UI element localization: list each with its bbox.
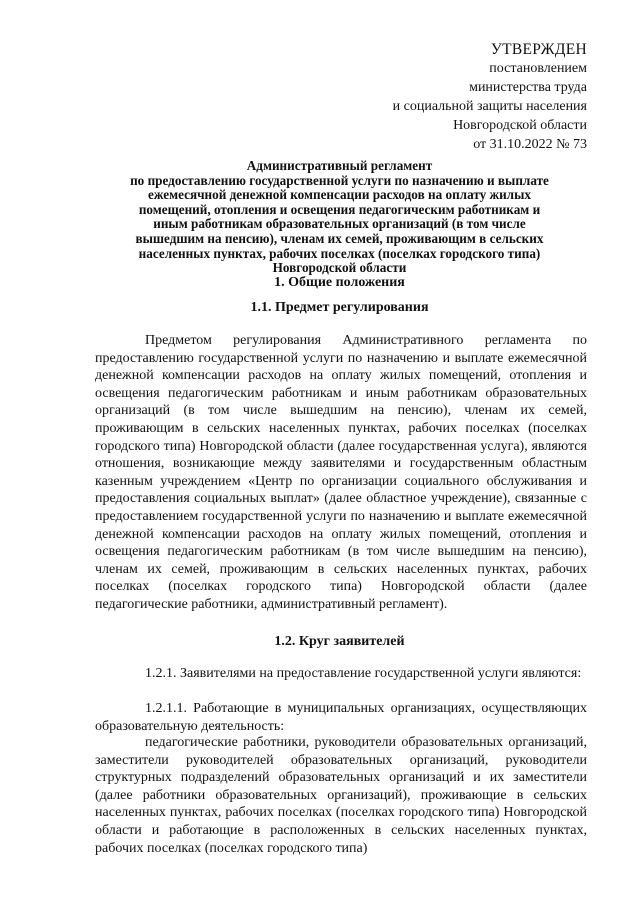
paragraph-pedagogical <box>95 734 587 857</box>
section-heading-applicants: 1.2. Круг заявителей <box>274 634 405 649</box>
title-line: населенных пунктах, рабочих поселках (поселках городского типа) <box>138 245 541 261</box>
paragraph-subject-text: Предметом регулирования Административного регламента по предоставлению государственной услуги по назначению и выплате ежемесячной денежной компенсации расходов на оплату жилых помещений, отопления и освещения педагогическим работникам и иным работникам образовательных организаций (в том числе вышедшим на пенсию), членам их семей, проживающим в сельских населенных пунктах, рабочих поселках (поселках городского типа) Новгородской области (далее государственная услуга), являются отношения, возникающие между заявителями и государственным областным казенным учреждением «Центр по организации социального обслуживания и предоставления социальных выплат» (далее областное учреждение), связанные с предоставлением государственной услуги по назначению и выплате ежемесячной денежной компенсации расходов на оплату жилых помещений, отопления и освещения педагогическим работникам (в том числе вышедшим на пенсию), членам их семей, проживающим в сельских населенных пунктах, рабочих поселках (поселках городского типа) Новгородской области (далее педагогические работники, административный регламент). <box>95 333 587 612</box>
title-line: ежемесячной денежной компенсации расходов на оплату жилых <box>148 187 531 203</box>
title-line: вышедшим на пенсию), членам их семей, проживающим в сельских <box>135 230 544 246</box>
paragraph-pedagogical-text: педагогические работники, руководители образовательных организаций, заместители руководителей образовательных организаций, руководители структурных подразделений образовательных организаций и их заместители (далее работники образовательных организаций), проживающие в сельских населенных пунктах, рабочих поселках (поселках городского типа) Новгородской области и работающие в расположенных в сельских населенных пунктах, рабочих поселках (поселках городского типа) <box>95 735 587 856</box>
paragraph-subject <box>95 332 587 614</box>
section-heading-subject: 1.1. Предмет регулирования <box>250 300 429 315</box>
title-line: помещений, отопления и освещения педагогическим работникам и <box>138 201 541 217</box>
approval-block <box>393 40 587 154</box>
approval-line: постановлением <box>489 61 587 76</box>
paragraph-1-2-1 <box>95 665 587 683</box>
document-title <box>92 159 587 276</box>
approval-line: Новгородской области <box>453 118 587 133</box>
title-line: иным работникам образовательных организаций (в том числе <box>153 216 526 232</box>
title-line: по предоставлению государственной услуги по назначению и выплате <box>130 172 549 188</box>
title-line: Новгородской области <box>272 260 407 276</box>
approval-line: и социальной защиты населения <box>392 99 587 114</box>
approval-date-number: от 31.10.2022 № 73 <box>473 137 587 152</box>
paragraph-1-2-1-1 <box>95 700 587 735</box>
approval-line: министерства труда <box>469 80 587 95</box>
paragraph-1-2-1-1-text: 1.2.1.1. Работающие в муниципальных организациях, осуществляющих образовательную деятельность: <box>95 701 587 734</box>
paragraph-1-2-1-text: 1.2.1. Заявителями на предоставление государственной услуги являются: <box>145 666 582 681</box>
title-line: Административный регламент <box>246 158 433 173</box>
section-heading-general: 1. Общие положения <box>274 275 405 290</box>
approval-heading: УТВЕРЖДЕН <box>490 41 587 58</box>
